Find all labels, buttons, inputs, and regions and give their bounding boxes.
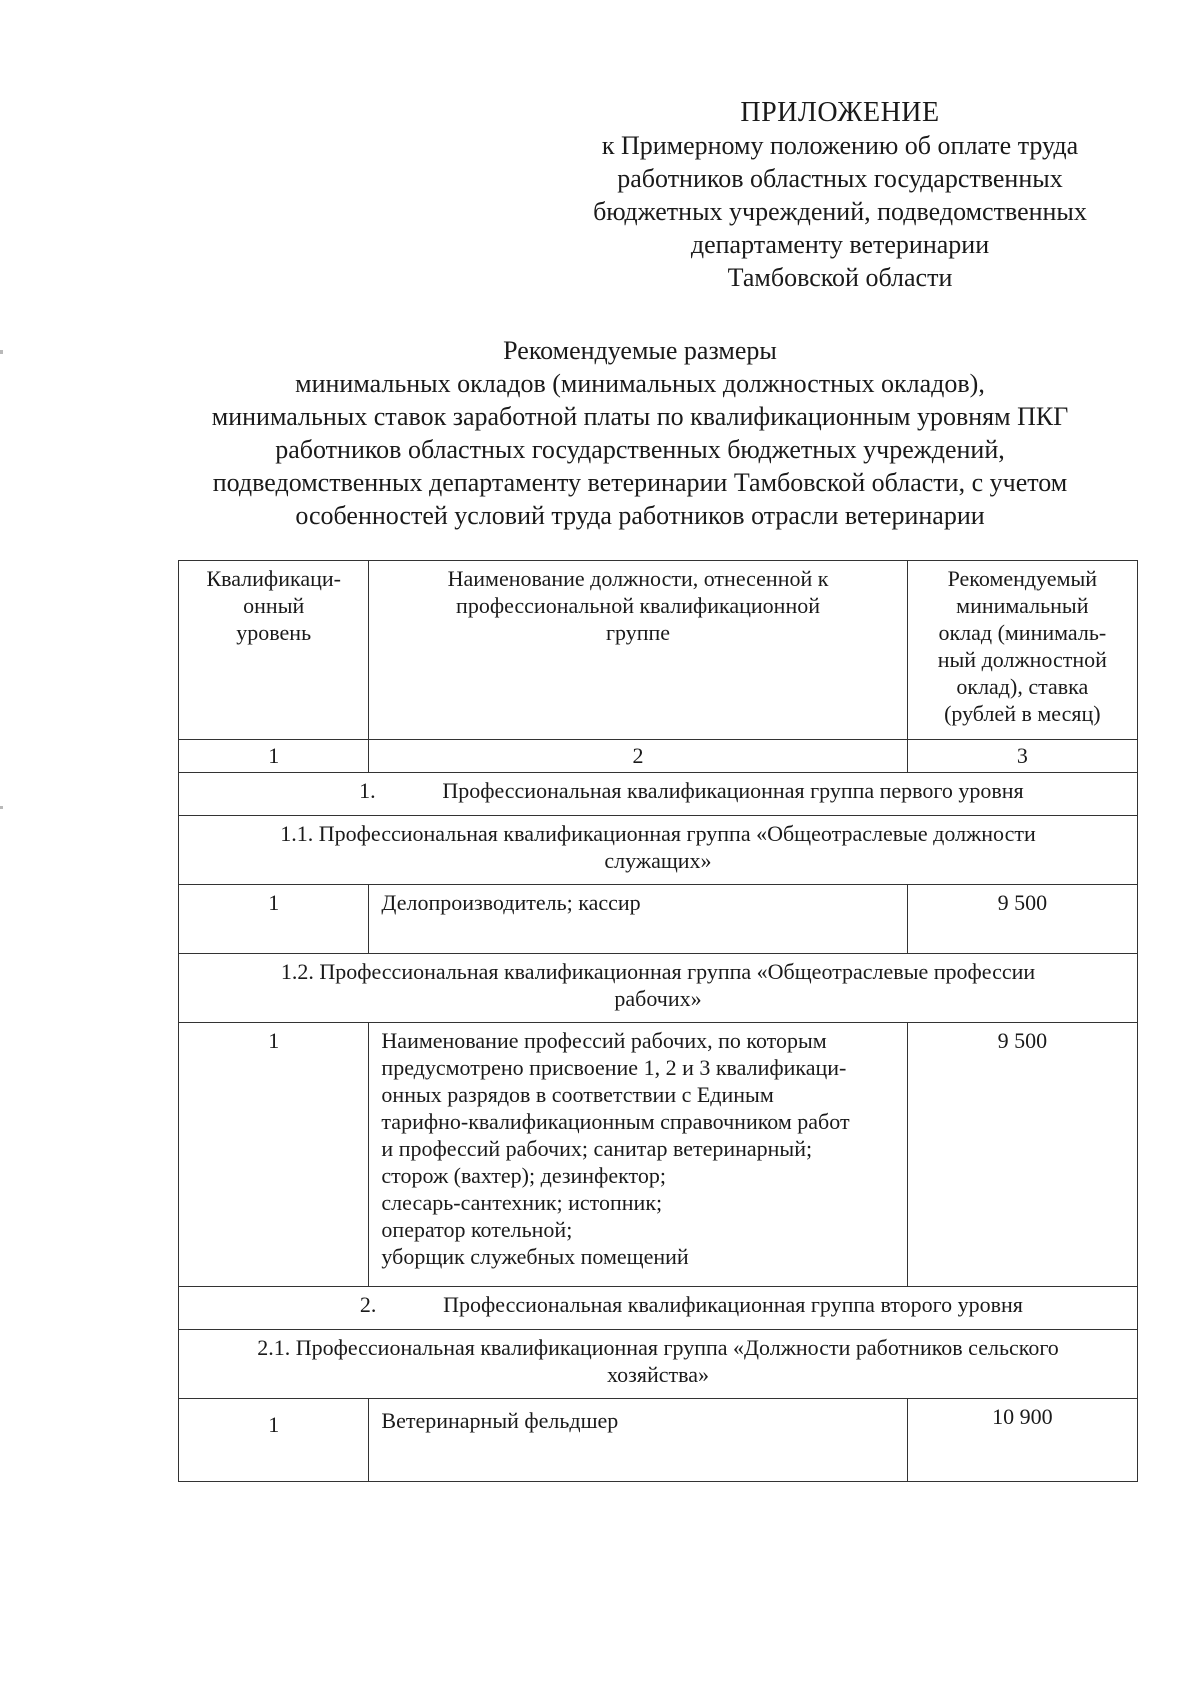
group-row: [179, 816, 1138, 885]
header-text: оклад), ставка: [956, 674, 1089, 699]
position-line: оператор котельной;: [381, 1217, 573, 1242]
level-number: 2.: [359, 1292, 377, 1317]
position-names: Делопроизводитель; кассир: [369, 885, 907, 954]
salary-value: 10 900: [907, 1399, 1137, 1482]
position-names: [369, 1023, 907, 1287]
group-1-2-heading: [179, 954, 1138, 1023]
scan-margin-mark: [0, 806, 3, 809]
position-line: предусмотрено присвоение 1, 2 и 3 квалификаци-: [381, 1055, 847, 1080]
group-row: [179, 1330, 1138, 1399]
appendix-line: к Примерному положению об оплате труда: [601, 131, 1079, 160]
appendix-block: [540, 96, 1140, 294]
appendix-line: Тамбовской области: [727, 263, 953, 292]
salary-value: 9 500: [907, 1023, 1137, 1287]
header-text: онный: [243, 593, 305, 618]
heading-line: особенностей условий труда работников отрасли ветеринарии: [295, 501, 985, 530]
group-title: 1.1. Профессиональная квалификационная группа «Общеотраслевые должности: [280, 821, 1036, 846]
appendix-line: работников областных государственных: [617, 164, 1063, 193]
group-2-1-heading: [179, 1330, 1138, 1399]
table-row: [179, 885, 1138, 954]
group-title: служащих»: [604, 848, 712, 873]
position-line: тарифно-квалификационным справочником работ: [381, 1109, 850, 1134]
column-number: 3: [907, 740, 1137, 773]
column-number-row: [179, 740, 1138, 773]
heading-line: минимальных окладов (минимальных должностных окладов),: [295, 369, 985, 398]
table-header-row: [179, 561, 1138, 740]
position-line: Наименование профессий рабочих, по которым: [381, 1028, 827, 1053]
level-row: [179, 1287, 1138, 1330]
level-2-heading: [179, 1287, 1138, 1330]
position-line: онных разрядов в соответствии с Единым: [381, 1082, 774, 1107]
qualification-level: 1: [179, 1399, 369, 1482]
salary-table: [178, 560, 1138, 1482]
group-title: хозяйства»: [607, 1362, 709, 1387]
group-row: [179, 954, 1138, 1023]
scan-margin-mark: [0, 350, 3, 354]
group-title: 1.2. Профессиональная квалификационная группа «Общеотраслевые профессии: [280, 959, 1036, 984]
header-text: минимальный: [956, 593, 1089, 618]
header-text: уровень: [236, 620, 312, 645]
position-line: и профессий рабочих; санитар ветеринарный;: [381, 1136, 813, 1161]
level-title: Профессиональная квалификационная группа первого уровня: [442, 778, 1024, 803]
header-text: профессиональной квалификационной: [456, 593, 820, 618]
table-row: [179, 1023, 1138, 1287]
level-number: 1.: [359, 778, 376, 803]
appendix-title: ПРИЛОЖЕНИЕ: [740, 97, 940, 128]
header-text: ный должностной: [937, 647, 1107, 672]
qualification-level: 1: [179, 885, 369, 954]
qualification-level: 1: [179, 1023, 369, 1287]
header-text: Рекомендуемый: [947, 566, 1098, 591]
position-line: сторож (вахтер); дезинфектор;: [381, 1163, 666, 1188]
header-text: группе: [606, 620, 671, 645]
salary-value: 9 500: [907, 885, 1137, 954]
group-1-1-heading: [179, 816, 1138, 885]
position-names: Ветеринарный фельдшер: [369, 1399, 907, 1482]
position-line: слесарь-сантехник; истопник;: [381, 1190, 663, 1215]
header-text: (рублей в месяц): [944, 701, 1101, 726]
header-qualification-level: [179, 561, 369, 740]
heading-line: Рекомендуемые размеры: [503, 336, 777, 365]
appendix-line: бюджетных учреждений, подведомственных: [593, 197, 1087, 226]
table-row: [179, 1399, 1138, 1482]
header-text: Наименование должности, отнесенной к: [447, 566, 829, 591]
column-number: 2: [369, 740, 907, 773]
group-title: 2.1. Профессиональная квалификационная группа «Должности работников сельского: [257, 1335, 1059, 1360]
level-1-heading: [179, 773, 1138, 816]
header-text: Квалификаци-: [206, 566, 341, 591]
level-title: Профессиональная квалификационная группа второго уровня: [443, 1292, 1023, 1317]
position-line: уборщик служебных помещений: [381, 1244, 689, 1269]
heading-line: работников областных государственных бюджетных учреждений,: [275, 435, 1005, 464]
appendix-line: департаменту ветеринарии: [690, 230, 990, 259]
header-text: оклад (минималь-: [938, 620, 1107, 645]
group-title: рабочих»: [614, 986, 702, 1011]
heading-line: подведомственных департаменту ветеринарии Тамбовской области, с учетом: [212, 468, 1068, 497]
column-number: 1: [179, 740, 369, 773]
heading-line: минимальных ставок заработной платы по квалификационным уровням ПКГ: [211, 402, 1069, 431]
header-salary: [907, 561, 1137, 740]
document-heading: [160, 334, 1120, 532]
level-row: [179, 773, 1138, 816]
header-position-name: [369, 561, 907, 740]
